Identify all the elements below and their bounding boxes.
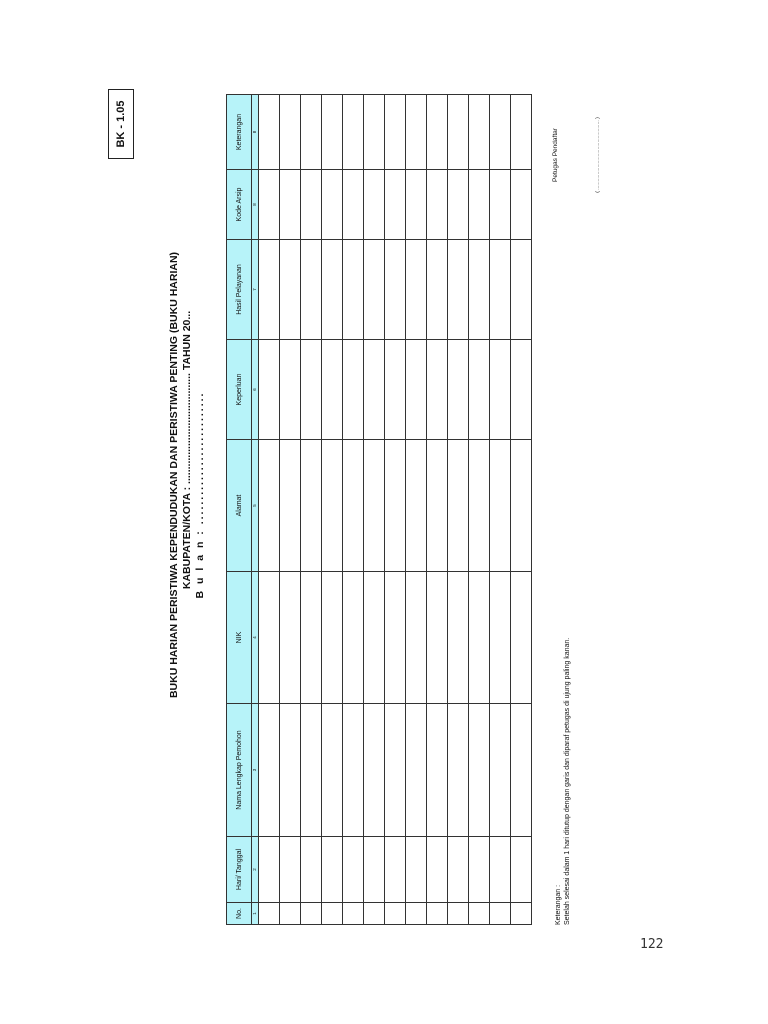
footnote bbox=[554, 638, 572, 925]
table-row bbox=[469, 95, 490, 925]
page-number: 122 bbox=[640, 937, 664, 952]
table-cell bbox=[469, 240, 490, 340]
table-cell bbox=[259, 440, 280, 572]
table-cell bbox=[448, 170, 469, 240]
title-line-2: KABUPATEN/KOTA : ...................................... TAHUN 20... bbox=[181, 310, 193, 590]
table-cell bbox=[259, 340, 280, 440]
table-cell bbox=[301, 340, 322, 440]
table-cell bbox=[511, 340, 532, 440]
table-cell bbox=[427, 837, 448, 903]
table-cell bbox=[301, 837, 322, 903]
table-cell bbox=[280, 340, 301, 440]
daily-register-table bbox=[226, 94, 532, 925]
table-cell bbox=[301, 572, 322, 704]
table-row bbox=[385, 95, 406, 925]
table-cell bbox=[364, 170, 385, 240]
table-cell bbox=[364, 903, 385, 925]
table-cell bbox=[343, 903, 364, 925]
table-cell bbox=[406, 704, 427, 837]
table-cell bbox=[280, 572, 301, 704]
table-cell bbox=[343, 440, 364, 572]
table-row bbox=[427, 95, 448, 925]
column-number: 3 bbox=[252, 704, 259, 837]
table-cell bbox=[301, 903, 322, 925]
table-cell bbox=[364, 440, 385, 572]
table-cell bbox=[406, 572, 427, 704]
table-cell bbox=[364, 240, 385, 340]
table-cell bbox=[259, 95, 280, 170]
table-cell bbox=[322, 837, 343, 903]
column-number: 6 bbox=[252, 340, 259, 440]
footnote-label: Keterangan : bbox=[555, 884, 562, 925]
table-cell bbox=[448, 95, 469, 170]
header-cell: Keperluan bbox=[227, 340, 252, 440]
column-number: 8 bbox=[252, 170, 259, 240]
table-cell bbox=[280, 903, 301, 925]
table-cell bbox=[511, 440, 532, 572]
table-row bbox=[280, 95, 301, 925]
table-cell bbox=[469, 340, 490, 440]
table-cell bbox=[301, 170, 322, 240]
table-cell bbox=[490, 440, 511, 572]
table-cell bbox=[469, 95, 490, 170]
table-cell bbox=[322, 240, 343, 340]
footnote-text: Setelah selesai dalam 1 hari ditutup dengan garis dan diparaf petugas di ujung paling kanan. bbox=[564, 637, 571, 925]
table-cell bbox=[490, 704, 511, 837]
table-cell bbox=[406, 440, 427, 572]
table-cell bbox=[490, 572, 511, 704]
table-row bbox=[364, 95, 385, 925]
table-cell bbox=[259, 704, 280, 837]
title-line-1: BUKU HARIAN PERISTIWA KEPENDUDUKAN DAN PERISTIWA PENTING (BUKU HARIAN) bbox=[168, 251, 180, 699]
table-cell bbox=[490, 240, 511, 340]
table-row bbox=[343, 95, 364, 925]
signature-placeholder: ( .................................................. ) bbox=[595, 117, 601, 193]
table-cell bbox=[322, 903, 343, 925]
title-line-3: B u l a n : ........................... bbox=[194, 391, 206, 599]
table-cell bbox=[385, 95, 406, 170]
table-cell bbox=[343, 95, 364, 170]
table-cell bbox=[301, 240, 322, 340]
column-number: 4 bbox=[252, 572, 259, 704]
table-cell bbox=[448, 837, 469, 903]
table-cell bbox=[322, 170, 343, 240]
table-cell bbox=[364, 704, 385, 837]
form-code-box: BK - 1.05 bbox=[108, 89, 134, 159]
table-cell bbox=[280, 440, 301, 572]
table-cell bbox=[406, 240, 427, 340]
table-cell bbox=[322, 95, 343, 170]
column-number: 8 bbox=[252, 95, 259, 170]
column-number: 1 bbox=[252, 903, 259, 925]
table-cell bbox=[280, 95, 301, 170]
header-cell: Keterangan bbox=[227, 95, 252, 170]
table-cell bbox=[364, 572, 385, 704]
signature-block bbox=[551, 85, 603, 225]
rotated-form bbox=[115, 25, 756, 925]
table-cell bbox=[511, 95, 532, 170]
header-cell: Kode Arsip bbox=[227, 170, 252, 240]
table-cell bbox=[385, 572, 406, 704]
table-cell bbox=[427, 240, 448, 340]
table-cell bbox=[427, 440, 448, 572]
table-row bbox=[301, 95, 322, 925]
table-cell bbox=[343, 572, 364, 704]
form-title bbox=[168, 25, 207, 925]
table-cell bbox=[385, 903, 406, 925]
header-row bbox=[227, 95, 252, 925]
table-cell bbox=[301, 440, 322, 572]
table-cell bbox=[259, 903, 280, 925]
table-cell bbox=[343, 837, 364, 903]
table-cell bbox=[469, 903, 490, 925]
table-cell bbox=[280, 170, 301, 240]
table-cell bbox=[259, 837, 280, 903]
column-number-row bbox=[252, 95, 259, 925]
table-cell bbox=[511, 170, 532, 240]
table-cell bbox=[364, 95, 385, 170]
table-cell bbox=[511, 572, 532, 704]
header-cell: Alamat bbox=[227, 440, 252, 572]
column-number: 5 bbox=[252, 440, 259, 572]
table-cell bbox=[448, 572, 469, 704]
table-cell bbox=[490, 340, 511, 440]
table-cell bbox=[511, 704, 532, 837]
table-cell bbox=[490, 170, 511, 240]
table-cell bbox=[406, 340, 427, 440]
table-cell bbox=[448, 440, 469, 572]
table-cell bbox=[427, 340, 448, 440]
table-cell bbox=[280, 240, 301, 340]
table-cell bbox=[427, 704, 448, 837]
table-cell bbox=[259, 240, 280, 340]
table-cell bbox=[490, 95, 511, 170]
table-cell bbox=[469, 572, 490, 704]
table-cell bbox=[259, 170, 280, 240]
table-cell bbox=[469, 440, 490, 572]
table-cell bbox=[322, 340, 343, 440]
table-row bbox=[490, 95, 511, 925]
column-number: 2 bbox=[252, 837, 259, 903]
table-cell bbox=[343, 240, 364, 340]
table-cell bbox=[322, 572, 343, 704]
table-cell bbox=[322, 704, 343, 837]
table-cell bbox=[427, 903, 448, 925]
header-cell: NIK bbox=[227, 572, 252, 704]
table-row bbox=[511, 95, 532, 925]
table-cell bbox=[385, 837, 406, 903]
table-cell bbox=[343, 704, 364, 837]
table-cell bbox=[364, 340, 385, 440]
table-cell bbox=[385, 704, 406, 837]
table-cell bbox=[406, 170, 427, 240]
table-cell bbox=[511, 240, 532, 340]
table-cell bbox=[469, 170, 490, 240]
table-cell bbox=[490, 837, 511, 903]
table-cell bbox=[511, 903, 532, 925]
table-cell bbox=[448, 340, 469, 440]
table-cell bbox=[427, 170, 448, 240]
table-row bbox=[322, 95, 343, 925]
table-row bbox=[406, 95, 427, 925]
table-cell bbox=[280, 837, 301, 903]
table-cell bbox=[301, 704, 322, 837]
table-body bbox=[259, 95, 532, 925]
table-cell bbox=[448, 240, 469, 340]
table-cell bbox=[406, 95, 427, 170]
header-cell: Nama Lengkap Pemohon bbox=[227, 704, 252, 837]
table-cell bbox=[427, 95, 448, 170]
table-cell bbox=[406, 837, 427, 903]
table-cell bbox=[343, 170, 364, 240]
table-cell bbox=[364, 837, 385, 903]
table-cell bbox=[385, 340, 406, 440]
table-cell bbox=[490, 903, 511, 925]
table-cell bbox=[406, 903, 427, 925]
header-cell: Hari/ Tanggal bbox=[227, 837, 252, 903]
table-cell bbox=[448, 704, 469, 837]
table-cell bbox=[469, 704, 490, 837]
table-cell bbox=[385, 240, 406, 340]
table-cell bbox=[469, 837, 490, 903]
header-cell: No. bbox=[227, 903, 252, 925]
table-cell bbox=[385, 170, 406, 240]
table-cell bbox=[427, 572, 448, 704]
signature-role: Petugas Pendaftar bbox=[552, 128, 559, 182]
column-number: 7 bbox=[252, 240, 259, 340]
table-row bbox=[448, 95, 469, 925]
table-cell bbox=[322, 440, 343, 572]
table-cell bbox=[448, 903, 469, 925]
table-cell bbox=[280, 704, 301, 837]
table-cell bbox=[259, 572, 280, 704]
table-cell bbox=[385, 440, 406, 572]
table-cell bbox=[511, 837, 532, 903]
header-cell: Hasil Pelayanan bbox=[227, 240, 252, 340]
table-cell bbox=[301, 95, 322, 170]
table-row bbox=[259, 95, 280, 925]
table-cell bbox=[343, 340, 364, 440]
